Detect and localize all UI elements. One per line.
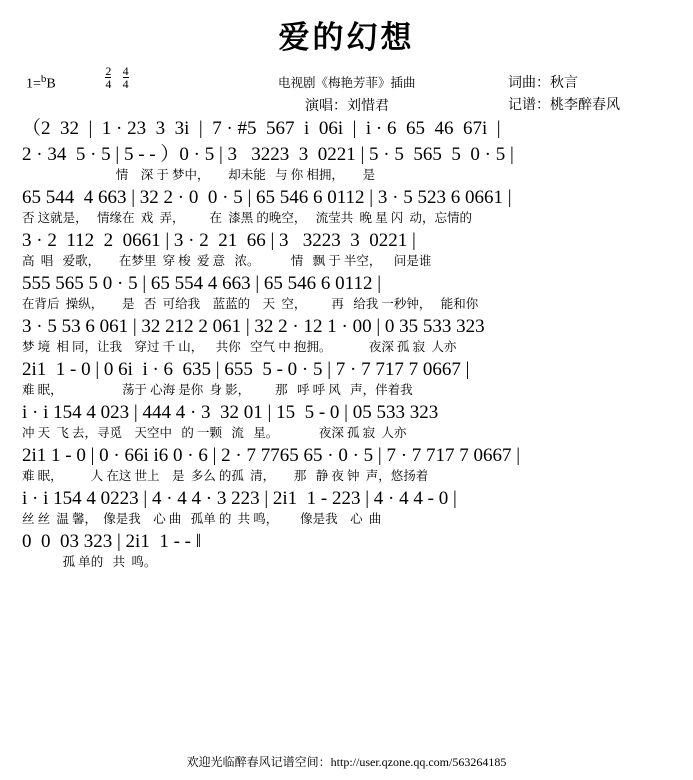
notation-row: 555 565 5 0 · 5 | 65 554 4 663 | 65 546 6 0112 | (22, 273, 382, 294)
lyrics-row: 难 眠， 人 在这 世上 是 多么 的孤 清， 那 静 夜 钟 声，悠扬着 (22, 469, 429, 483)
notation-credit: 记谱：桃李醉春风 (508, 98, 620, 113)
score-body (20, 117, 673, 571)
score-line (20, 315, 673, 356)
notation-row: 2i1 1 - 0 | 0 · 66i i6 0 · 6 | 2 · 7 7765 65 · 0 · 5 | 7 · 7 717 7 0667 | (22, 445, 521, 466)
score-line (20, 117, 673, 141)
sheet-music-page (0, 12, 693, 780)
lyrics-row: 丝 丝 温 馨， 像是我 心 曲 孤单 的 共 鸣， 像是我 心 曲 (22, 512, 382, 526)
lyrics-row: 否 这就是， 情缘在 戏 弄， 在 漆黑 的晚空， 流莹共 晚 星 闪 动，忘情的 (22, 211, 473, 225)
score-line (20, 487, 673, 528)
lyrics-row: 难 眠， 荡于 心海 是你 身 影， 那 呼 呼 风 声，伴着我 (22, 383, 413, 397)
score-line (20, 272, 673, 313)
time-sig-1-denominator: 4 (105, 77, 112, 91)
notation-row: i · i 154 4 023 | 444 4 · 3 32 01 | 15 5 - 0 | 05 533 323 (22, 402, 439, 423)
drama-subtitle: 电视剧《梅艳芳菲》插曲 (278, 76, 416, 90)
time-sig-2-denominator: 4 (122, 77, 129, 91)
time-sig-2-numerator: 4 (122, 64, 129, 78)
lyrics-row: 冲 天 飞 去，寻觅 天空中 的 一颗 流 星。 夜深 孤 寂 人亦 (22, 426, 407, 440)
notation-row: 2i1 1 - 0 | 0 6i i · 6 635 | 655 5 - 0 · 5 | 7 · 7 717 7 0667 | (22, 359, 470, 380)
notation-row: 2 · 34 5 · 5 | 5 - - ）0 · 5 | 3 3223 3 0221 | 5 · 5 565 5 0 · 5 | (22, 144, 514, 165)
key-name: B (46, 76, 56, 92)
header-meta (0, 61, 693, 117)
key-label: 1= (26, 76, 41, 92)
score-line (20, 358, 673, 399)
lyrics-row: 在背后 操纵， 是 否 可给我 蓝蓝的 天 空， 再 给我 一秒钟， 能和你 (22, 297, 479, 311)
time-signatures (86, 65, 148, 92)
singer-credit: 演唱：刘惜君 (305, 99, 389, 114)
lyrics-row: 高 唱 爱歌， 在梦里 穿 梭 爱 意 浓。 情 飘 于 半空， 问是谁 (22, 254, 432, 268)
time-sig-1-numerator: 2 (105, 64, 112, 78)
notation-row: （2 32 | 1 · 23 3 3i | 7 · #5 567 i 06i | i · 6 65 46 67i | (22, 118, 501, 139)
time-signature-1 (105, 65, 111, 90)
footer-note: 欢迎光临醉春风记谱空间：http://user.qzone.qq.com/563264185 (186, 755, 507, 769)
score-line (20, 143, 673, 184)
score-line (20, 530, 673, 571)
notation-row: 65 544 4 663 | 32 2 · 0 0 · 5 | 65 546 6 0112 | 3 · 5 523 6 0661 | (22, 187, 512, 208)
score-line (20, 186, 673, 227)
notation-row: 3 · 2 112 2 0661 | 3 · 2 21 66 | 3 3223 3 0221 | (22, 230, 416, 251)
notation-row: i · i 154 4 0223 | 4 · 4 4 · 3 223 | 2i1 1 - 223 | 4 · 4 4 - 0 | (22, 488, 457, 509)
lyrics-row: 孤 单的 共 鸣。 (22, 555, 157, 569)
lyrics-row: 梦 境 相 同，让我 穿过 千 山， 共你 空气 中 抱拥。 夜深 孤 寂 人亦 (22, 340, 457, 354)
score-line (20, 401, 673, 442)
time-signature-2 (123, 65, 129, 90)
score-line (20, 229, 673, 270)
notation-row: 0 0 03 323 | 2i1 1 - - ‖ (22, 531, 202, 552)
page-title: 爱的幻想 (278, 20, 415, 55)
score-line (20, 444, 673, 485)
key-flat-symbol: b (40, 73, 47, 85)
lyrics-row: 情 深 于 梦中， 却未能 与 你 相拥， 是 (22, 168, 376, 182)
notation-row: 3 · 5 53 6 061 | 32 212 2 061 | 32 2 · 12 1 · 00 | 0 35 533 323 (22, 316, 485, 337)
key-signature (26, 73, 56, 93)
composer-credit: 词曲：秋言 (508, 76, 578, 91)
